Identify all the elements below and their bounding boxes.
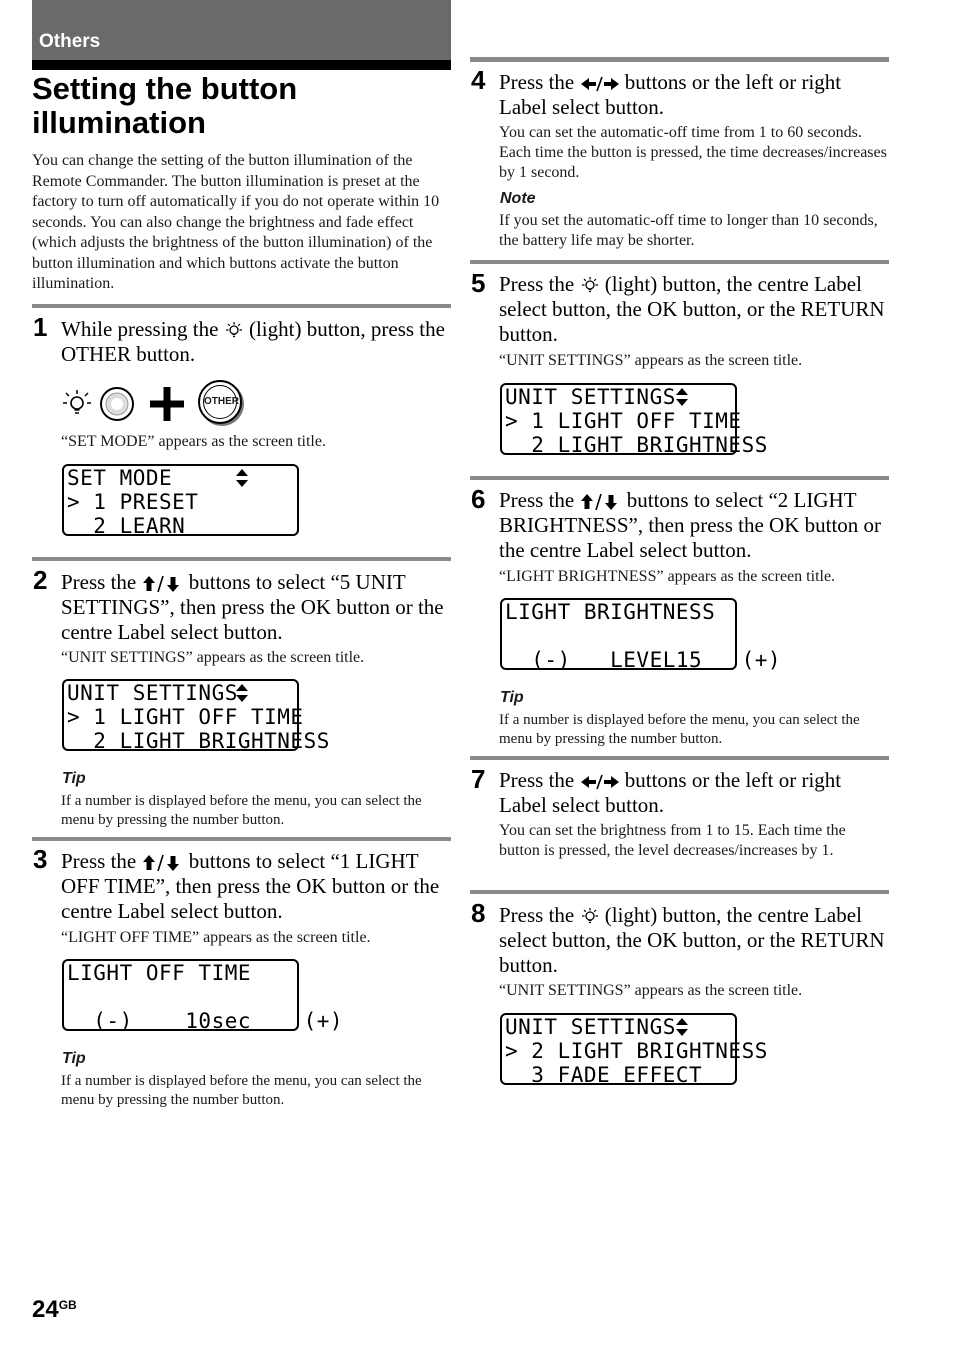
step-3-note: “LIGHT OFF TIME” appears as the screen title. xyxy=(61,929,371,946)
lcd-screen xyxy=(500,1013,768,1087)
step-4-note: You can set the automatic-off time from 1 to 60 seconds. Each time the button is pressed, the time decreases/increases by 1 second. xyxy=(499,124,887,181)
lcd-line: 3 FADE EFFECT xyxy=(505,1063,703,1087)
lcd-line: LIGHT BRIGHTNESS xyxy=(505,600,716,624)
note-text: If you set the automatic-off time to longer than 10 seconds, the battery life may be shorter. xyxy=(499,212,878,249)
light-icon xyxy=(224,321,244,341)
step-8-note: “UNIT SETTINGS” appears as the screen title. xyxy=(499,982,803,999)
lcd-line: > 1 PRESET xyxy=(67,490,199,514)
lcd-line: 2 LIGHT BRIGHTNESS xyxy=(67,729,330,753)
divider xyxy=(32,837,451,841)
lcd-line: 2 LIGHT BRIGHTNESS xyxy=(505,433,768,457)
left-right-arrows-icon xyxy=(580,774,620,790)
up-down-arrows-icon xyxy=(580,493,622,511)
section-header xyxy=(32,0,451,60)
divider xyxy=(470,890,889,894)
up-down-arrow-icon xyxy=(676,1018,688,1036)
lcd-line: (-) LEVEL15 (+) xyxy=(505,648,782,672)
step-7-text: Press the buttons or the left or right Label select button. xyxy=(499,768,842,817)
light-icon xyxy=(580,907,600,927)
step-number: 4 xyxy=(471,65,486,95)
step-number: 3 xyxy=(33,844,48,874)
page-number: $24^{GB}$ xyxy=(32,1296,77,1323)
tip-text: If a number is displayed before the menu, you can select the menu by pressing the number button. xyxy=(61,1073,422,1108)
left-right-arrows-icon xyxy=(580,76,620,92)
button-combo-illustration xyxy=(62,378,252,428)
lcd-line: LIGHT OFF TIME xyxy=(67,961,252,985)
intro-text: You can change the setting of the button illumination of the Remote Commander. The button illumination is preset at the factory to turn off automatically if you do not operate within 10 seconds. You can also change the brightness and fade effect (which adjusts the brightness of the button illumination) of the button illumination and which buttons activate the button illumination. xyxy=(32,152,440,292)
up-down-arrows-icon xyxy=(142,854,184,872)
divider xyxy=(32,304,451,308)
step-number: 8 xyxy=(471,898,486,928)
lcd-line: > 2 LIGHT BRIGHTNESS xyxy=(505,1039,768,1063)
step-5-text: Press the (light) button, the centre Label select button, the OK button, or the RETURN button. xyxy=(499,272,885,346)
step-number: 6 xyxy=(471,484,486,514)
light-button-icon xyxy=(99,386,135,422)
lcd-line: > 1 LIGHT OFF TIME xyxy=(67,705,304,729)
lcd-screen xyxy=(500,598,782,672)
step-1-note: “SET MODE” appears as the screen title. xyxy=(61,433,326,450)
tip-label: Tip xyxy=(62,1050,86,1067)
plus-icon xyxy=(150,387,184,421)
divider xyxy=(470,476,889,480)
note-label: Note xyxy=(500,190,536,207)
light-icon xyxy=(580,276,600,296)
lcd-screen xyxy=(500,383,768,457)
step-3-text: Press the buttons to select “1 LIGHT OFF TIME”, then press the OK button or the centre Label select button. xyxy=(61,849,440,923)
divider xyxy=(470,260,889,264)
divider xyxy=(32,557,451,561)
lcd-screen xyxy=(62,959,344,1033)
lcd-line: 2 LEARN xyxy=(67,514,186,538)
page-suffix: GB xyxy=(58,1298,77,1312)
step-2-note: “UNIT SETTINGS” appears as the screen title. xyxy=(61,649,365,666)
up-down-arrow-icon xyxy=(236,469,248,487)
up-down-arrow-icon xyxy=(236,684,248,702)
tip-text: If a number is displayed before the menu, you can select the menu by pressing the number button. xyxy=(499,712,860,747)
step-number: 2 xyxy=(33,565,48,595)
lcd-screen xyxy=(62,679,330,753)
step-number: 1 xyxy=(33,312,48,342)
up-down-arrows-icon xyxy=(142,575,184,593)
lcd-line: UNIT SETTINGS xyxy=(505,385,676,409)
step-8-text: Press the (light) button, the centre Label select button, the OK button, or the RETURN button. xyxy=(499,903,885,977)
step-6-note: “LIGHT BRIGHTNESS” appears as the screen title. xyxy=(499,568,836,585)
step-4-text: Press the buttons or the left or right Label select button. xyxy=(499,70,842,119)
up-down-arrow-icon xyxy=(676,388,688,406)
lcd-line: UNIT SETTINGS xyxy=(505,1015,676,1039)
divider xyxy=(470,57,889,62)
lcd-line: > 1 LIGHT OFF TIME xyxy=(505,409,742,433)
step-1-text: While pressing the (light) button, press the OTHER button. xyxy=(61,317,445,366)
lcd-line: SET MODE xyxy=(67,466,173,490)
step-6-text: Press the buttons to select “2 LIGHT BRIGHTNESS”, then press the OK button or the centre Label select button. xyxy=(499,488,882,562)
divider xyxy=(470,756,889,760)
step-2-text: Press the buttons to select “5 UNIT SETTINGS”, then press the OK button or the centre Label select button. xyxy=(61,570,444,644)
step-number: 7 xyxy=(471,764,486,794)
section-label: Others xyxy=(39,31,101,52)
lcd-line: (-) 10sec (+) xyxy=(67,1009,344,1033)
step-5-note: “UNIT SETTINGS” appears as the screen title. xyxy=(499,352,803,369)
tip-text: If a number is displayed before the menu, you can select the menu by pressing the number button. xyxy=(61,793,422,828)
lcd-screen xyxy=(62,464,299,536)
step-7-note: You can set the brightness from 1 to 15. Each time the button is pressed, the level decreases/increases by 1. xyxy=(499,822,846,859)
tip-label: Tip xyxy=(500,689,524,706)
other-button-icon: OTHER xyxy=(198,380,242,424)
light-icon xyxy=(62,390,92,418)
page-title: Setting the button illumination xyxy=(32,71,298,140)
lcd-line: UNIT SETTINGS xyxy=(67,681,238,705)
tip-label: Tip xyxy=(62,770,86,787)
step-number: 5 xyxy=(471,268,486,298)
section-rule xyxy=(32,60,451,70)
